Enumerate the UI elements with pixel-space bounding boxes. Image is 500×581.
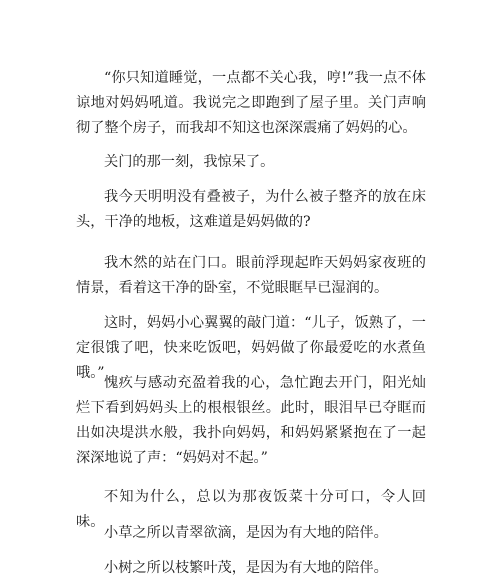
paragraph: 愧疚与感动充盈着我的心，急忙跑去开门，阳光灿烂下看到妈妈头上的根根银丝。此时，眼泪早已夺眶而出如决堤洪水般，我扑向妈妈，和妈妈紧紧抱在了一起深深地说了声：“妈妈对不起。” (76, 375, 426, 466)
paragraph: 不知为什么，总以为那夜饭菜十分可口，令人回味。 (76, 489, 426, 530)
paragraph: 关门的那一刻，我惊呆了。 (104, 154, 275, 170)
paragraph: “你只知道睡觉，一点都不关心我，哼!”我一点不体谅地对妈妈吼道。我说完之即跑到了屋子里。关门声响彻了整个房子，而我却不知这也深深震痛了妈妈的心。 (76, 70, 426, 136)
paragraph: 小草之所以青翠欲滴，是因为有大地的陪伴。 (104, 525, 388, 541)
paragraph: 我今天明明没有叠被子，为什么被子整齐的放在床头，干净的地板，这难道是妈妈做的? (76, 189, 426, 230)
paragraph: 这时，妈妈小心翼翼的敲门道：“儿子，饭熟了，一定很饿了吧，快来吃饭吧，妈妈做了你最爱吃的水煮鱼哦。” (76, 315, 426, 381)
paragraph: 小树之所以枝繁叶茂，是因为有大地的陪伴。 (104, 560, 388, 576)
paragraph: 我木然的站在门口。眼前浮现起昨天妈妈家夜班的情景，看着这干净的卧室，不觉眼眶早已湿润的。 (76, 255, 426, 296)
